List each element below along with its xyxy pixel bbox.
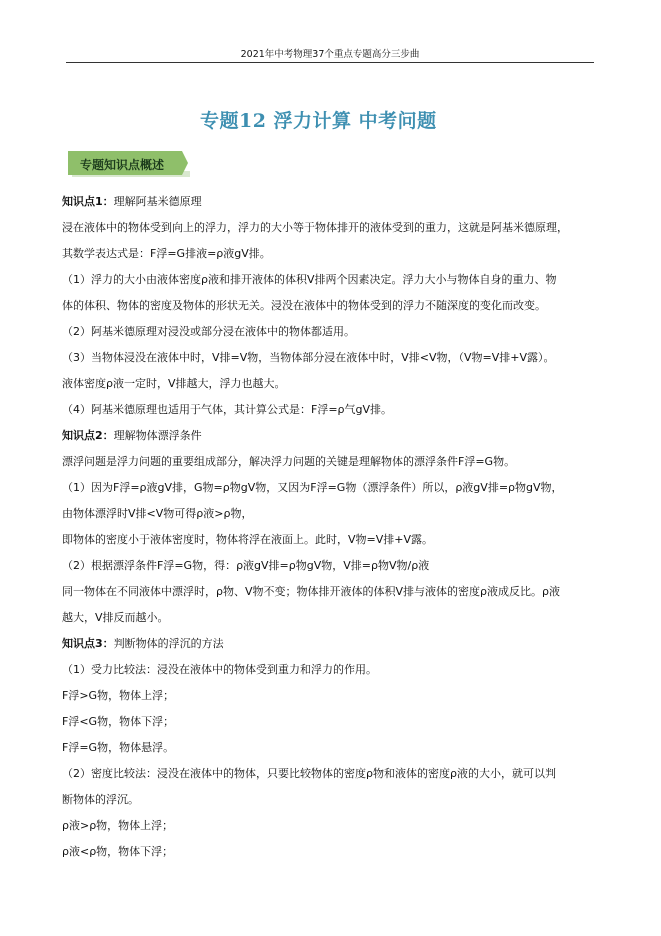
paragraph-line: （1）因为F浮=ρ液gV排，G物=ρ物gV物，又因为F浮=G物（漂浮条件）所以，ρ液gV排=ρ物gV物， (62, 481, 563, 494)
paragraph-line: 断物体的浮沉。 (62, 793, 139, 806)
paragraph-line: 体的体积、物体的密度及物体的形状无关。浸没在液体中的物体受到的浮力不随深度的变化而改变。 (62, 299, 546, 312)
knowledge-point-1: 知识点1：理解阿基米德原理 (62, 195, 202, 208)
paragraph-line: （2）阿基米德原理对浸没或部分浸在液体中的物体都适用。 (62, 325, 355, 338)
paragraph-line: F浮>G物，物体上浮； (62, 689, 175, 702)
paragraph-line: 其数学表达式是：F浮=G排液=ρ液gV排。 (62, 247, 271, 260)
paragraph-line: （1）受力比较法：浸没在液体中的物体受到重力和浮力的作用。 (62, 663, 377, 676)
paragraph-line: （3）当物体浸没在液体中时，V排=V物，当物体部分浸在液体中时，V排<V物，（V物=V排+V露）。 (62, 351, 555, 364)
paragraph-line: 越大，V排反而越小。 (62, 611, 169, 624)
paragraph-line: F浮<G物，物体下浮； (62, 715, 175, 728)
paragraph-line: （2）根据漂浮条件F浮=G物，得：ρ液gV排=ρ物gV物，V排=ρ物V物/ρ液 (62, 559, 430, 572)
knowledge-point-2: 知识点2：理解物体漂浮条件 (62, 429, 202, 442)
paragraph-line: 同一物体在不同液体中漂浮时，ρ物、V物不变；物体排开液体的体积V排与液体的密度ρ液成反比。ρ液 (62, 585, 560, 598)
paragraph-line: （1）浮力的大小由液体密度ρ液和排开液体的体积V排两个因素决定。浮力大小与物体自身的重力、物 (62, 273, 557, 286)
knowledge-point-3: 知识点3：判断物体的浮沉的方法 (62, 637, 224, 650)
paragraph-line: ρ液<ρ物，物体下浮； (62, 845, 174, 858)
paragraph-line: 漂浮问题是浮力问题的重要组成部分，解决浮力问题的关键是理解物体的漂浮条件F浮=G物。 (62, 455, 516, 468)
section-tag (68, 151, 188, 177)
paragraph-line: 浸在液体中的物体受到向上的浮力，浮力的大小等于物体排开的液体受到的重力，这就是阿基米德原理， (62, 221, 568, 234)
paragraph-line: （2）密度比较法：浸没在液体中的物体，只要比较物体的密度ρ物和液体的密度ρ液的大小，就可以判 (62, 767, 556, 780)
paragraph-line: F浮=G物，物体悬浮。 (62, 741, 175, 754)
running-header: 2021年中考物理37个重点专题高分三步曲 (240, 49, 420, 60)
paragraph-line: 由物体漂浮时V排<V物可得ρ液>ρ物， (62, 507, 253, 520)
page-title: 专题12 浮力计算 中考问题 (200, 110, 437, 132)
paragraph-line: 即物体的密度小于液体密度时，物体将浮在液面上。此时，V物=V排+V露。 (62, 533, 434, 546)
paragraph-line: （4）阿基米德原理也适用于气体，其计算公式是：F浮=ρ气gV排。 (62, 403, 393, 416)
paragraph-line: ρ液>ρ物，物体上浮； (62, 819, 174, 832)
paragraph-line: 液体密度ρ液一定时，V排越大，浮力也越大。 (62, 377, 286, 390)
header-rule (66, 62, 594, 63)
section-tag-label: 专题知识点概述 (80, 158, 165, 172)
